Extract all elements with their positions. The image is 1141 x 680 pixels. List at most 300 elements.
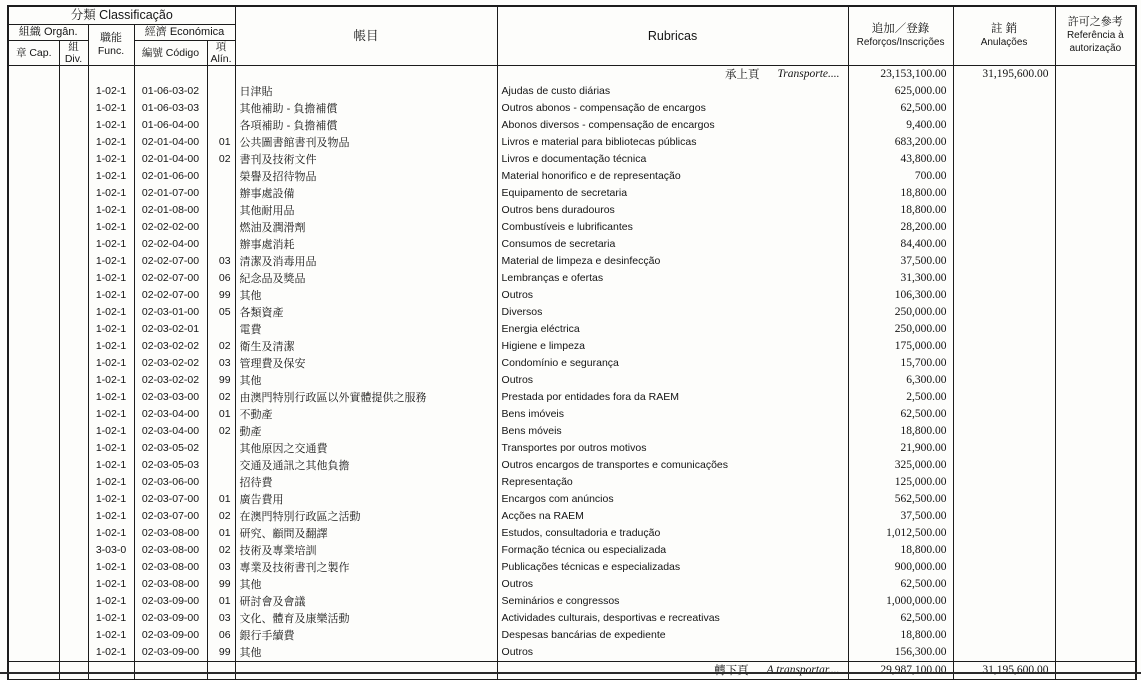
cell-rubrica: Bens móveis [497, 423, 848, 440]
cell-conta: 在澳門特別行政區之活動 [235, 508, 497, 525]
cell-alin: 01 [207, 134, 235, 151]
cell-alin: 06 [207, 627, 235, 644]
cell-func: 1-02-1 [88, 304, 134, 321]
cell-codigo: 02-03-05-02 [134, 440, 207, 457]
table-row [8, 338, 1136, 355]
cell-reforcos: 18,800.00 [848, 185, 953, 202]
cell-ref [1055, 491, 1136, 508]
cell-conta: 動產 [235, 423, 497, 440]
cell-func: 1-02-1 [88, 389, 134, 406]
cell-anulacoes [953, 270, 1055, 287]
cell-codigo: 02-03-03-00 [134, 389, 207, 406]
cell-conta: 研究、顧問及翻譯 [235, 525, 497, 542]
cell-reforcos: 625,000.00 [848, 83, 953, 100]
cell-reforcos: 2,500.00 [848, 389, 953, 406]
cell-cap [8, 389, 59, 406]
cell-cap [8, 661, 59, 680]
table-row [8, 491, 1136, 508]
cell-div [59, 304, 88, 321]
table-row [8, 474, 1136, 491]
cell-conta: 其他原因之交通費 [235, 440, 497, 457]
cell-cap [8, 559, 59, 576]
cell-func: 1-02-1 [88, 236, 134, 253]
cell-codigo: 02-03-09-00 [134, 610, 207, 627]
table-row [8, 304, 1136, 321]
cell-anulacoes [953, 474, 1055, 491]
cell-rubrica: Outros abonos - compensação de encargos [497, 100, 848, 117]
cell-codigo: 02-03-08-00 [134, 542, 207, 559]
budget-table [7, 5, 1137, 680]
cell-rubrica: Transportes por outros motivos [497, 440, 848, 457]
cell-alin: 01 [207, 593, 235, 610]
cell-reforcos: 15,700.00 [848, 355, 953, 372]
cell-codigo: 02-03-05-03 [134, 457, 207, 474]
cell-codigo: 02-03-02-02 [134, 355, 207, 372]
cell-ref [1055, 593, 1136, 610]
table-header [8, 6, 1136, 65]
cell-rubrica: Outros [497, 287, 848, 304]
cell-rubrica: Condomínio e segurança [497, 355, 848, 372]
cell-cap [8, 65, 59, 83]
cell-ref [1055, 525, 1136, 542]
cell-rubrica: Prestada por entidades fora da RAEM [497, 389, 848, 406]
cell-rubrica: Diversos [497, 304, 848, 321]
cell-codigo: 02-03-06-00 [134, 474, 207, 491]
cell-conta: 辦事處設備 [235, 185, 497, 202]
cell-ref [1055, 287, 1136, 304]
cell-cap [8, 83, 59, 100]
cell-div [59, 559, 88, 576]
cell-ref [1055, 508, 1136, 525]
cell-ref [1055, 559, 1136, 576]
cell-reforcos: 325,000.00 [848, 457, 953, 474]
header-reforcos-zh: 追加／登錄 [871, 23, 930, 36]
carry-down-row [8, 661, 1136, 680]
table-row [8, 219, 1136, 236]
cell-codigo: 02-03-04-00 [134, 423, 207, 440]
cell-conta: 其他 [235, 287, 497, 304]
cell-rubrica: Bens imóveis [497, 406, 848, 423]
cell-ref [1055, 389, 1136, 406]
cell-func: 1-02-1 [88, 627, 134, 644]
cell-ref [1055, 338, 1136, 355]
carry-down-anulacoes: 31,195,600.00 [953, 661, 1055, 680]
cell-reforcos: 37,500.00 [848, 508, 953, 525]
cell-ref [1055, 134, 1136, 151]
table-row [8, 321, 1136, 338]
cell-ref [1055, 423, 1136, 440]
header-func-zh: 職能 [100, 32, 122, 45]
cell-anulacoes [953, 610, 1055, 627]
cell-rubrica: Material honorifico e de representação [497, 168, 848, 185]
cell-codigo: 02-02-07-00 [134, 287, 207, 304]
cell-anulacoes [953, 202, 1055, 219]
cell-cap [8, 270, 59, 287]
cell-div [59, 202, 88, 219]
cell-div [59, 576, 88, 593]
cell-ref [1055, 440, 1136, 457]
cell-div [59, 185, 88, 202]
cell-alin [207, 236, 235, 253]
cell-cap [8, 287, 59, 304]
cell-func: 1-02-1 [88, 355, 134, 372]
cell-anulacoes [953, 508, 1055, 525]
cell-rubrica: Livros e material para bibliotecas públicas [497, 134, 848, 151]
cell-alin: 99 [207, 287, 235, 304]
header-referencia [1055, 6, 1136, 65]
header-alin: 項Alín. [207, 40, 235, 65]
cell-alin: 02 [207, 151, 235, 168]
cell-codigo: 02-02-04-00 [134, 236, 207, 253]
header-referencia-zh: 許可之參考 [1067, 16, 1123, 29]
table-row [8, 372, 1136, 389]
cell-cap [8, 304, 59, 321]
cell-reforcos: 1,012,500.00 [848, 525, 953, 542]
table-row [8, 525, 1136, 542]
cell-reforcos: 156,300.00 [848, 644, 953, 662]
cell-conta: 其他 [235, 372, 497, 389]
cell-alin: 03 [207, 559, 235, 576]
cell-func: 1-02-1 [88, 117, 134, 134]
cell-cap [8, 474, 59, 491]
cell-conta: 公共圖書館書刊及物品 [235, 134, 497, 151]
cell-func: 1-02-1 [88, 134, 134, 151]
cell-cap [8, 576, 59, 593]
cell-cap [8, 236, 59, 253]
cell-func: 1-02-1 [88, 168, 134, 185]
cell-rubrica: Material de limpeza e desinfecção [497, 253, 848, 270]
cell-cap [8, 644, 59, 662]
cell-codigo: 02-03-08-00 [134, 525, 207, 542]
cell-ref [1055, 474, 1136, 491]
cell-codigo: 02-01-07-00 [134, 185, 207, 202]
carry-forward-label-pt: Transporte.... [777, 68, 840, 81]
cell-codigo: 02-03-09-00 [134, 644, 207, 662]
table-row [8, 542, 1136, 559]
table-row [8, 406, 1136, 423]
cell-rubrica: Representação [497, 474, 848, 491]
carry-forward-anulacoes: 31,195,600.00 [953, 65, 1055, 83]
table-row [8, 627, 1136, 644]
cell-anulacoes [953, 287, 1055, 304]
cell-conta: 其他 [235, 644, 497, 662]
cell-div [59, 491, 88, 508]
cell-reforcos: 18,800.00 [848, 423, 953, 440]
cell-alin [207, 457, 235, 474]
cell-rubrica: Energia eléctrica [497, 321, 848, 338]
cell-reforcos: 18,800.00 [848, 202, 953, 219]
header-func [88, 24, 134, 65]
cell-cap [8, 202, 59, 219]
cell-div [59, 151, 88, 168]
cell-div [59, 270, 88, 287]
cell-conta [235, 661, 497, 680]
carry-forward-reforcos: 23,153,100.00 [848, 65, 953, 83]
cell-anulacoes [953, 304, 1055, 321]
carry-down-reforcos: 29,987,100.00 [848, 661, 953, 680]
cell-cap [8, 627, 59, 644]
cell-cap [8, 491, 59, 508]
cell-conta: 清潔及消毒用品 [235, 253, 497, 270]
cell-cap [8, 338, 59, 355]
header-referencia-pt2: autorização [1069, 42, 1122, 54]
cell-codigo: 01-06-03-03 [134, 100, 207, 117]
cell-alin: 05 [207, 304, 235, 321]
cell-conta: 其他補助 - 負擔補償 [235, 100, 497, 117]
cell-alin: 02 [207, 423, 235, 440]
cell-ref [1055, 100, 1136, 117]
cell-div [59, 117, 88, 134]
cell-div [59, 372, 88, 389]
cell-anulacoes [953, 593, 1055, 610]
cell-rubrica: Outros [497, 372, 848, 389]
cell-conta: 廣告費用 [235, 491, 497, 508]
table-row [8, 134, 1136, 151]
cell-cap [8, 610, 59, 627]
cell-ref [1055, 406, 1136, 423]
cell-div [59, 474, 88, 491]
cell-reforcos: 683,200.00 [848, 134, 953, 151]
cell-codigo: 02-03-08-00 [134, 576, 207, 593]
cell-func: 1-02-1 [88, 593, 134, 610]
cell-ref [1055, 117, 1136, 134]
cell-anulacoes [953, 117, 1055, 134]
cell-codigo: 02-02-07-00 [134, 270, 207, 287]
table-row [8, 117, 1136, 134]
cell-codigo: 02-03-04-00 [134, 406, 207, 423]
cell-rubrica: Abonos diversos - compensação de encargos [497, 117, 848, 134]
carry-down-label-pt: A transportar.... [766, 664, 840, 677]
cell-cap [8, 355, 59, 372]
cell-anulacoes [953, 83, 1055, 100]
carry-down-label-cell [497, 661, 848, 680]
cell-anulacoes [953, 644, 1055, 662]
header-anulacoes-zh: 註 銷 [990, 23, 1018, 36]
cell-alin [207, 117, 235, 134]
cell-anulacoes [953, 338, 1055, 355]
header-div: 組 Div. [59, 40, 88, 65]
cell-func: 3-03-0 [88, 542, 134, 559]
cell-func: 1-02-1 [88, 457, 134, 474]
table-row [8, 253, 1136, 270]
cell-ref [1055, 304, 1136, 321]
carry-forward-row [8, 65, 1136, 83]
cell-reforcos: 1,000,000.00 [848, 593, 953, 610]
cell-conta: 其他耐用品 [235, 202, 497, 219]
cell-cap [8, 372, 59, 389]
cell-div [59, 457, 88, 474]
cell-codigo: 02-02-02-00 [134, 219, 207, 236]
cell-ref [1055, 355, 1136, 372]
cell-ref [1055, 151, 1136, 168]
cell-alin [207, 100, 235, 117]
header-rubricas: Rubricas [497, 6, 848, 65]
cell-alin: 01 [207, 406, 235, 423]
cell-rubrica: Higiene e limpeza [497, 338, 848, 355]
cell-cap [8, 117, 59, 134]
cell-conta: 其他 [235, 576, 497, 593]
table-row [8, 644, 1136, 662]
cell-reforcos: 250,000.00 [848, 321, 953, 338]
cell-rubrica: Encargos com anúncios [497, 491, 848, 508]
cell-reforcos: 62,500.00 [848, 406, 953, 423]
cell-div [59, 134, 88, 151]
cell-div [59, 338, 88, 355]
cell-rubrica: Livros e documentação técnica [497, 151, 848, 168]
cell-codigo: 02-01-06-00 [134, 168, 207, 185]
cell-conta: 各項補助 - 負擔補償 [235, 117, 497, 134]
cell-conta: 文化、體育及康樂活動 [235, 610, 497, 627]
cell-reforcos: 562,500.00 [848, 491, 953, 508]
cell-func: 1-02-1 [88, 423, 134, 440]
cell-alin: 03 [207, 610, 235, 627]
cell-func: 1-02-1 [88, 525, 134, 542]
cell-codigo: 02-03-07-00 [134, 491, 207, 508]
cell-div [59, 287, 88, 304]
cell-rubrica: Seminários e congressos [497, 593, 848, 610]
header-organ: 組織 Orgân. [8, 24, 88, 40]
cell-codigo [134, 661, 207, 680]
cell-func: 1-02-1 [88, 440, 134, 457]
cell-div [59, 253, 88, 270]
table-body [8, 65, 1136, 680]
cell-func [88, 661, 134, 680]
cell-div [59, 355, 88, 372]
cell-alin [207, 185, 235, 202]
cell-alin: 01 [207, 491, 235, 508]
cell-conta: 由澳門特別行政區以外實體提供之服務 [235, 389, 497, 406]
table-row [8, 270, 1136, 287]
cell-alin [207, 440, 235, 457]
cell-alin: 99 [207, 644, 235, 662]
cell-conta: 榮譽及招待物品 [235, 168, 497, 185]
cell-func: 1-02-1 [88, 219, 134, 236]
cell-alin [207, 168, 235, 185]
cell-cap [8, 423, 59, 440]
cell-reforcos: 9,400.00 [848, 117, 953, 134]
cell-ref [1055, 236, 1136, 253]
header-func-pt: Func. [97, 44, 125, 57]
cell-anulacoes [953, 321, 1055, 338]
cell-reforcos: 37,500.00 [848, 253, 953, 270]
cell-codigo: 02-03-02-02 [134, 372, 207, 389]
table-row [8, 236, 1136, 253]
cell-reforcos: 700.00 [848, 168, 953, 185]
cell-reforcos: 125,000.00 [848, 474, 953, 491]
table-row [8, 423, 1136, 440]
cell-func: 1-02-1 [88, 100, 134, 117]
cell-ref [1055, 65, 1136, 83]
cell-anulacoes [953, 219, 1055, 236]
table-row [8, 610, 1136, 627]
cell-alin [207, 661, 235, 680]
cell-reforcos: 43,800.00 [848, 151, 953, 168]
cell-cap [8, 219, 59, 236]
cell-cap [8, 321, 59, 338]
cell-codigo: 02-03-02-01 [134, 321, 207, 338]
table-row [8, 355, 1136, 372]
cell-rubrica: Outros bens duradouros [497, 202, 848, 219]
cell-cap [8, 100, 59, 117]
cell-func: 1-02-1 [88, 508, 134, 525]
cell-ref [1055, 321, 1136, 338]
cell-reforcos: 175,000.00 [848, 338, 953, 355]
cell-ref [1055, 576, 1136, 593]
cell-codigo: 02-03-09-00 [134, 627, 207, 644]
table-row [8, 576, 1136, 593]
cell-anulacoes [953, 542, 1055, 559]
table-row [8, 100, 1136, 117]
cell-rubrica: Outros [497, 576, 848, 593]
header-codigo: 編號 Código [134, 40, 207, 65]
cell-div [59, 627, 88, 644]
cell-cap [8, 134, 59, 151]
table-row [8, 287, 1136, 304]
cell-rubrica: Lembranças e ofertas [497, 270, 848, 287]
cell-cap [8, 185, 59, 202]
cell-div [59, 65, 88, 83]
cell-div [59, 661, 88, 680]
cell-div [59, 100, 88, 117]
cell-rubrica: Outros [497, 644, 848, 662]
cell-conta [235, 65, 497, 83]
cell-codigo: 02-02-07-00 [134, 253, 207, 270]
cell-anulacoes [953, 525, 1055, 542]
cell-func: 1-02-1 [88, 287, 134, 304]
cell-cap [8, 593, 59, 610]
cell-alin [207, 321, 235, 338]
cell-div [59, 219, 88, 236]
cell-div [59, 236, 88, 253]
cell-codigo: 01-06-04-00 [134, 117, 207, 134]
cell-codigo: 02-03-01-00 [134, 304, 207, 321]
cell-alin: 03 [207, 253, 235, 270]
header-anulacoes [953, 6, 1055, 65]
cell-conta: 燃油及潤滑劑 [235, 219, 497, 236]
cell-cap [8, 457, 59, 474]
cell-anulacoes [953, 423, 1055, 440]
cell-alin [207, 474, 235, 491]
cell-anulacoes [953, 185, 1055, 202]
cell-codigo [134, 65, 207, 83]
cell-div [59, 389, 88, 406]
cell-func: 1-02-1 [88, 321, 134, 338]
cell-anulacoes [953, 440, 1055, 457]
cell-codigo: 02-01-04-00 [134, 151, 207, 168]
cell-conta: 專業及技術書刊之製作 [235, 559, 497, 576]
cell-func: 1-02-1 [88, 151, 134, 168]
cell-func: 1-02-1 [88, 253, 134, 270]
cell-cap [8, 508, 59, 525]
cell-cap [8, 151, 59, 168]
cell-alin: 02 [207, 389, 235, 406]
cell-conta: 書刊及技術文件 [235, 151, 497, 168]
cell-div [59, 542, 88, 559]
cell-rubrica: Despesas bancárias de expediente [497, 627, 848, 644]
header-referencia-pt1: Referência à [1066, 30, 1124, 42]
cell-rubrica: Acções na RAEM [497, 508, 848, 525]
cell-anulacoes [953, 236, 1055, 253]
cell-alin: 06 [207, 270, 235, 287]
cell-ref [1055, 661, 1136, 680]
cell-reforcos: 18,800.00 [848, 627, 953, 644]
cell-cap [8, 406, 59, 423]
cell-conta: 各類資產 [235, 304, 497, 321]
cell-alin [207, 202, 235, 219]
cell-rubrica: Combustíveis e lubrificantes [497, 219, 848, 236]
cell-func: 1-02-1 [88, 491, 134, 508]
cell-func: 1-02-1 [88, 372, 134, 389]
